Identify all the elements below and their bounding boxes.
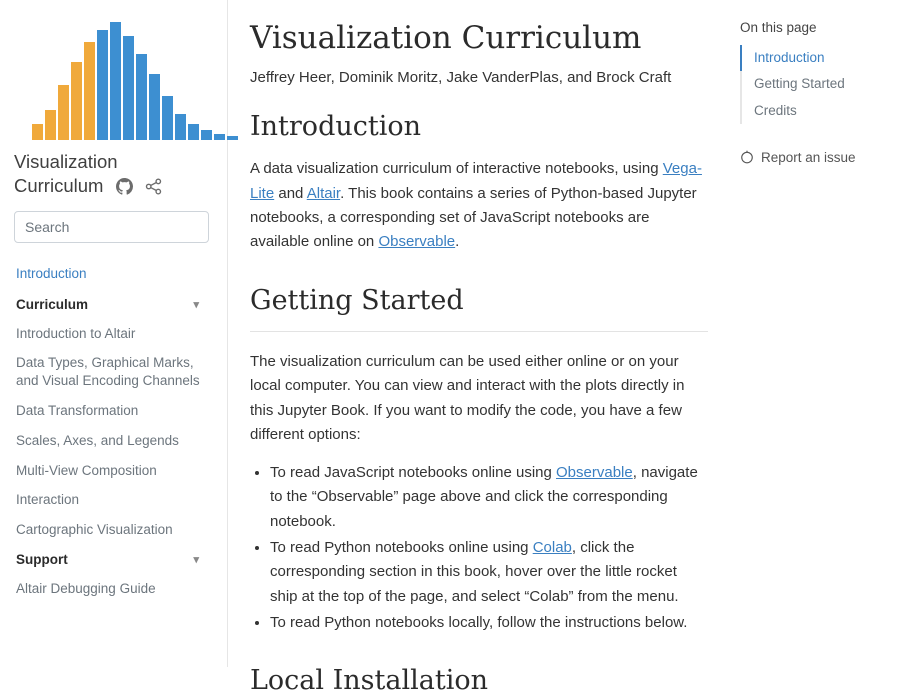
link-altair[interactable]: Altair (306, 184, 341, 202)
list-item (270, 611, 708, 635)
bullet-text: To read Python notebooks online using (270, 538, 533, 556)
github-icon[interactable] (116, 178, 133, 195)
sidebar-item-data-transformation[interactable]: Data Transformation (16, 403, 139, 418)
logo-bar (136, 54, 147, 140)
report-issue-button[interactable] (740, 150, 888, 165)
intro-text-4: . (455, 233, 460, 251)
link-observable[interactable]: Observable (556, 464, 633, 482)
logo-bar (84, 42, 95, 140)
logo-container (14, 14, 211, 146)
logo-bar (32, 124, 43, 140)
heading-local-installation: Local Installation (250, 665, 488, 697)
logo-bar (110, 22, 121, 140)
sidebar-item-interaction[interactable]: Interaction (16, 492, 80, 508)
chevron-down-icon[interactable]: ▾ (193, 554, 199, 567)
bullet-text: To read JavaScript notebooks online using (270, 464, 557, 482)
logo-bar (58, 85, 69, 140)
logo-bar (123, 36, 134, 140)
getting-started-paragraph: The visualization curriculum can be used either online or on your local computer. You can view and interact with the plots directly in this Jupyter Book. If you want to modify the code, you have a few different options: (250, 352, 685, 443)
sidebar-section-support[interactable] (14, 545, 211, 574)
list-item (270, 461, 708, 534)
histogram-logo-icon (14, 22, 238, 140)
report-issue-label: Report an issue (761, 149, 856, 165)
toc-link-introduction[interactable]: Introduction (740, 45, 888, 71)
search-input[interactable] (14, 211, 209, 243)
intro-text-2: and (274, 184, 307, 202)
authors-line: Jeffrey Heer, Dominik Moritz, Jake VanderPlas, and Brock Craft (250, 69, 672, 87)
link-vega-lite[interactable]: Vega-Lite (250, 160, 702, 202)
on-this-page-toc (732, 0, 900, 667)
logo-bar (201, 130, 212, 140)
title-icon-group (116, 178, 162, 195)
getting-started-bullets (250, 461, 708, 635)
logo-bar (71, 62, 82, 140)
sidebar-item-data-types-graphical-marks-and-visual-encoding-channels[interactable]: Data Types, Graphical Marks, and Visual Encoding Channels (16, 355, 200, 389)
toc-link-credits[interactable]: Credits (754, 102, 797, 118)
logo-bar (188, 124, 199, 140)
sidebar-item-scales-axes-and-legends[interactable]: Scales, Axes, and Legends (16, 432, 179, 448)
intro-text-3: . This book contains a series of Python-based Jupyter notebooks, a corresponding set of JavaScript notebooks are available online on (250, 184, 697, 251)
toc-item (742, 98, 888, 124)
sidebar-item-cartographic-visualization[interactable]: Cartographic Visualization (16, 522, 173, 538)
sidebar-item-introduction-to-altair[interactable]: Introduction to Altair (16, 325, 136, 341)
logo-bar (214, 134, 225, 140)
link-observable[interactable]: Observable (378, 233, 456, 251)
section-divider (250, 331, 708, 332)
logo-bar (162, 96, 173, 140)
toc-heading: On this page (740, 20, 817, 35)
chevron-down-icon[interactable]: ▾ (193, 298, 199, 311)
sidebar-item-altair-debugging-guide[interactable]: Altair Debugging Guide (16, 581, 156, 597)
intro-paragraph (250, 157, 708, 254)
sidebar-section-curriculum[interactable] (14, 290, 211, 319)
sidebar-item-introduction[interactable]: Introduction (16, 266, 87, 282)
toc-item (742, 71, 888, 97)
sidebar (0, 0, 228, 667)
bullet-text-cont: , navigate to the “Observable” page above and click the corresponding notebook. (270, 464, 698, 530)
toc-list (740, 45, 888, 124)
share-icon[interactable] (145, 178, 162, 195)
intro-text-1: A data visualization curriculum of interactive notebooks, using (250, 160, 663, 178)
toc-link-getting-started[interactable]: Getting Started (754, 76, 845, 92)
main-content (228, 0, 732, 697)
logo-bar (149, 74, 160, 140)
link-colab[interactable]: Colab (532, 538, 572, 556)
sidebar-section-label: Curriculum (16, 296, 89, 312)
heading-introduction: Introduction (250, 110, 421, 142)
sidebar-nav (14, 259, 211, 604)
toc-item (742, 45, 888, 71)
sidebar-section-label: Support (16, 552, 68, 568)
bullet-text: To read Python notebooks locally, follow the instructions below. (270, 613, 688, 631)
logo-bar (45, 110, 56, 140)
logo-bar (97, 30, 108, 140)
page-title: Visualization Curriculum (250, 20, 642, 56)
issue-circle-icon (740, 150, 754, 164)
bullet-text-cont: , click the corresponding section in this book, hover over the little rocket ship at the top of the page, and select “Colab” from the menu. (270, 538, 679, 605)
sidebar-item-multi-view-composition[interactable]: Multi-View Composition (16, 462, 157, 478)
site-title-row (14, 150, 211, 197)
site-title: Visualization Curriculum (14, 151, 118, 196)
logo-bar (175, 114, 186, 140)
heading-getting-started: Getting Started (250, 284, 464, 316)
list-item (270, 536, 708, 609)
